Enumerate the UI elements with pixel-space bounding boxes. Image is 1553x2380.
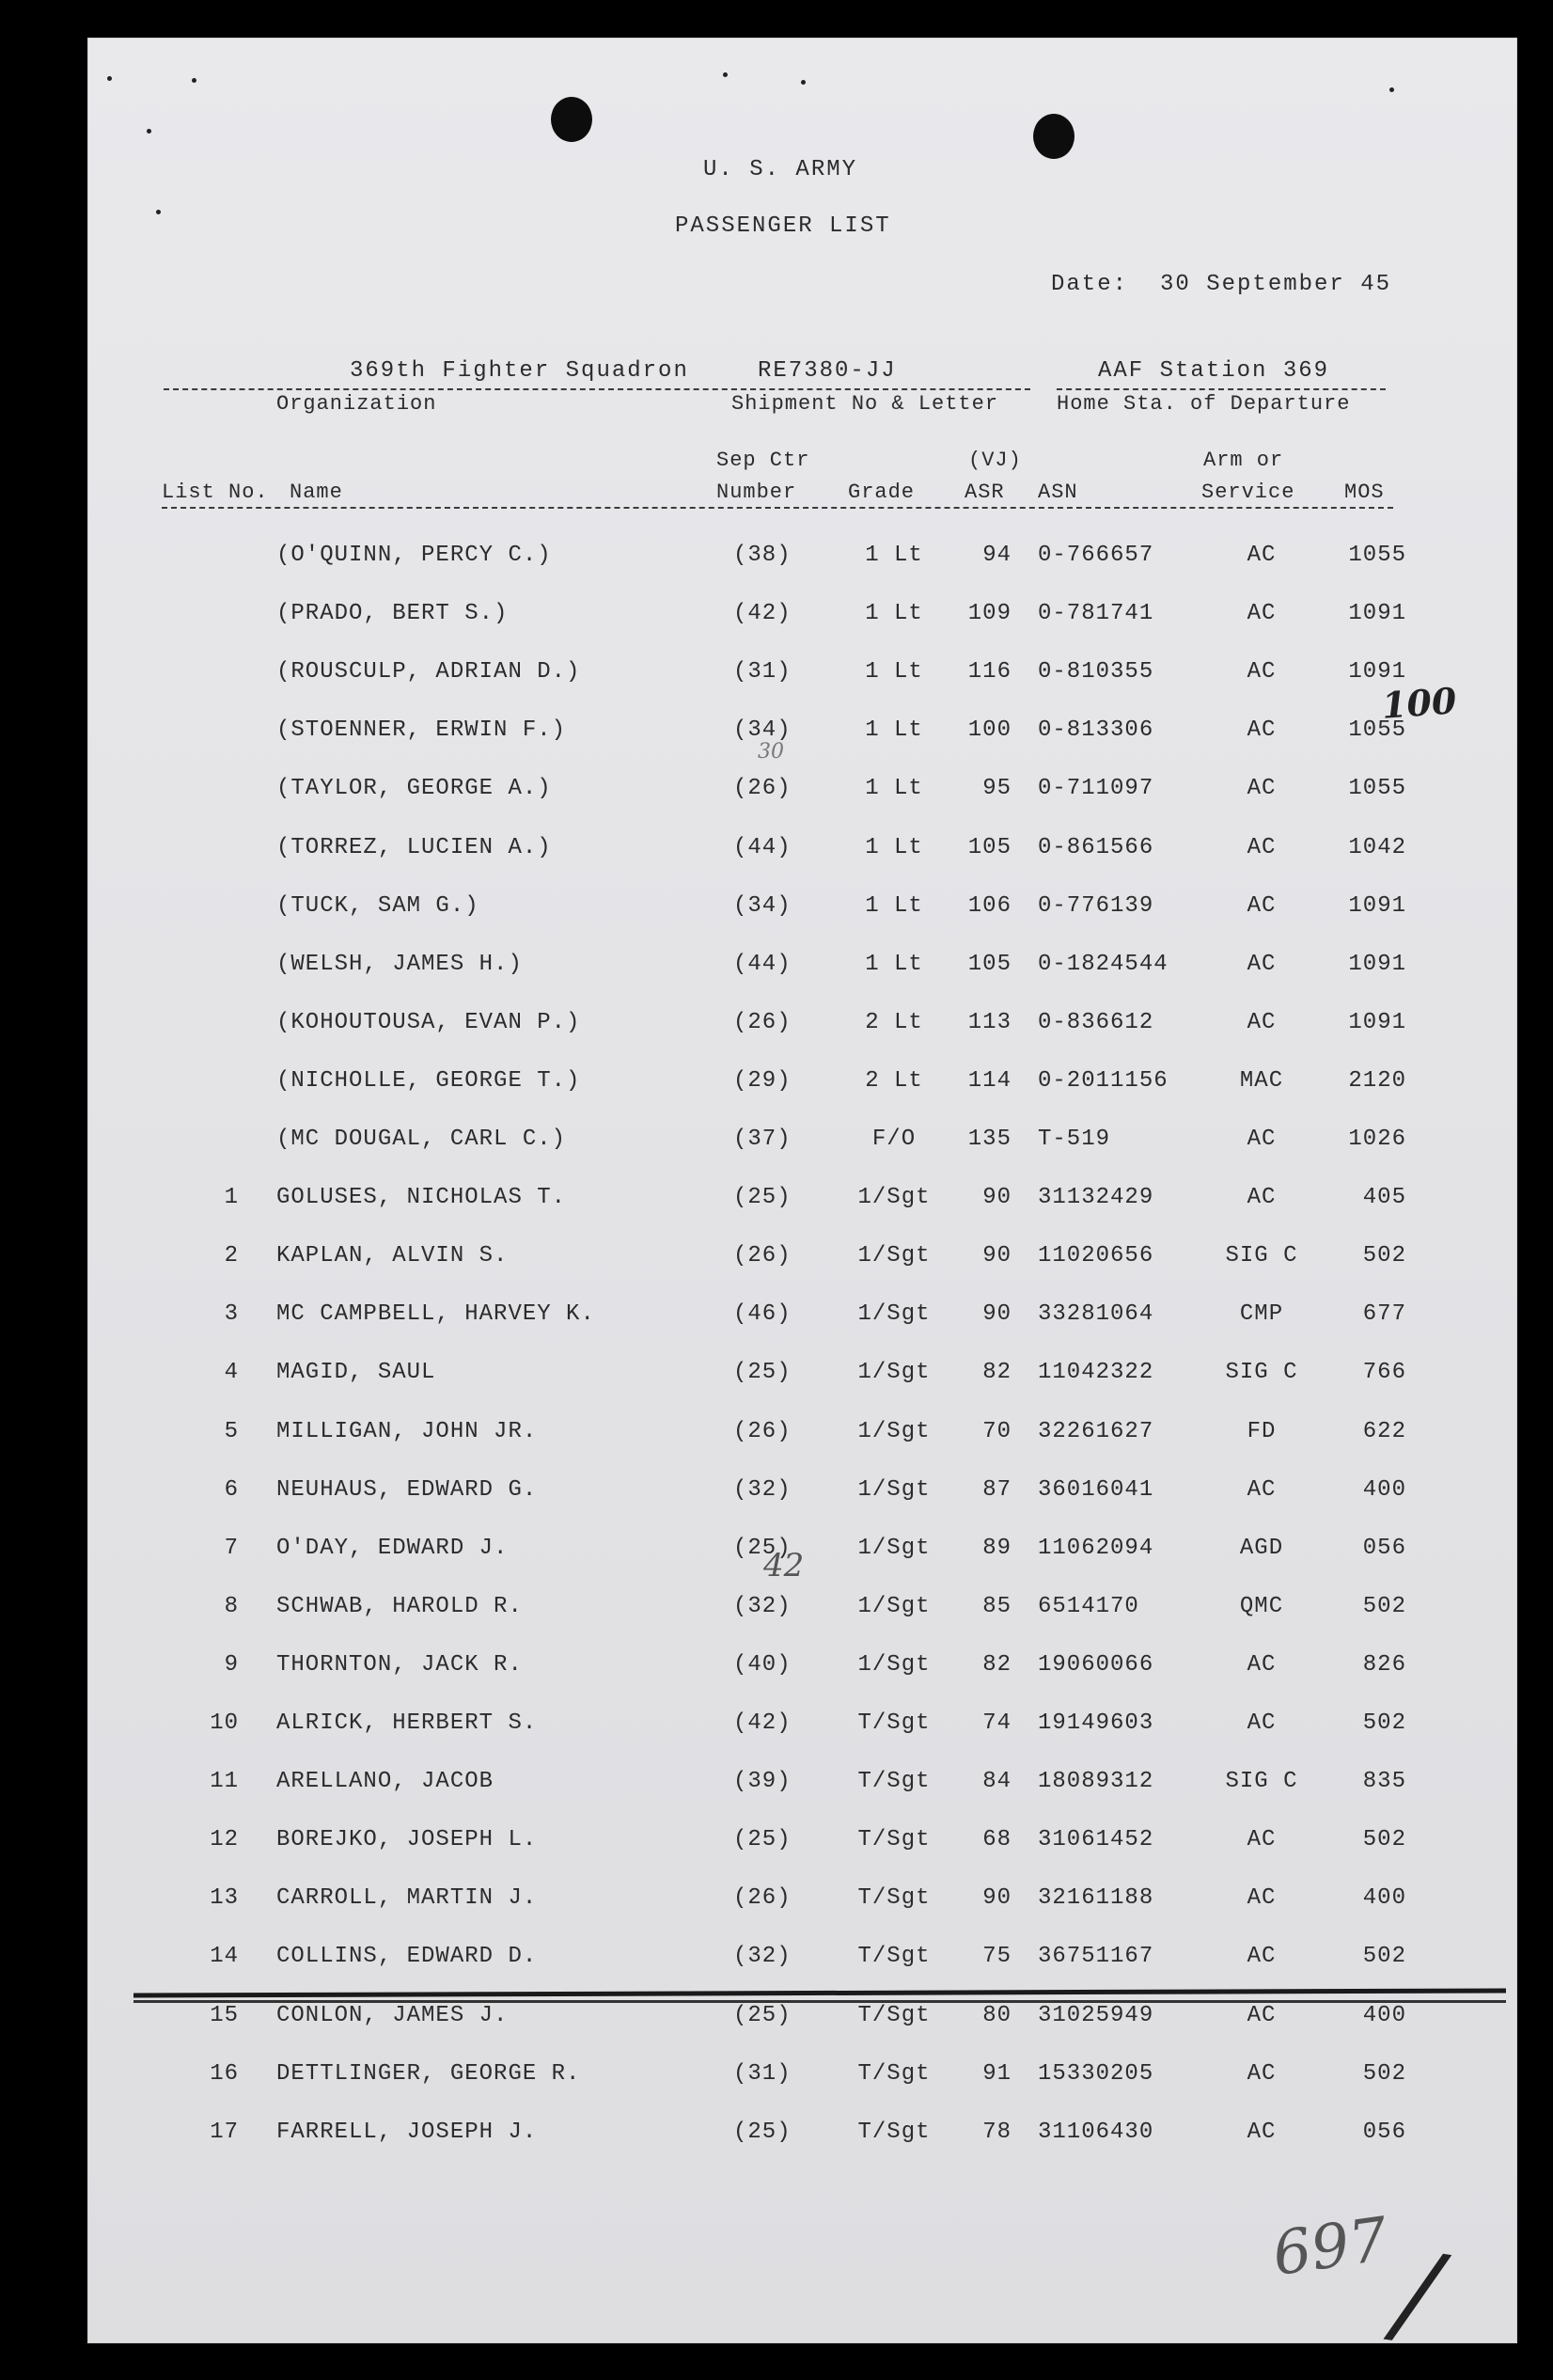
arm-service: MAC: [1239, 1068, 1284, 1094]
list-number: 6: [224, 1477, 239, 1503]
sep-ctr-number: (32): [733, 1594, 792, 1619]
asr: 95: [982, 776, 1012, 801]
grade: T/Sgt: [857, 1944, 931, 1969]
col-name: Name: [290, 481, 343, 504]
list-number: 17: [210, 2120, 239, 2145]
arm-service: AC: [1247, 1710, 1277, 1736]
col-asr-line2: ASR: [965, 481, 1005, 504]
mos: 405: [1362, 1185, 1406, 1210]
passenger-name: MAGID, SAUL: [276, 1360, 436, 1385]
sep-ctr-number: (25): [733, 2120, 792, 2145]
passenger-name: GOLUSES, NICHOLAS T.: [276, 1185, 567, 1210]
date-label: Date:: [1051, 272, 1129, 297]
passenger-name: ARELLANO, JACOB: [276, 1769, 494, 1794]
taylor-correction: 30: [758, 740, 784, 764]
speck: [147, 129, 151, 134]
sep-ctr-number: (31): [733, 659, 792, 685]
grade: 1 Lt: [865, 776, 923, 801]
sep-ctr-number: (32): [733, 1477, 792, 1503]
asr: 78: [982, 2120, 1012, 2145]
passenger-name: MC CAMPBELL, HARVEY K.: [276, 1301, 595, 1327]
arm-service: AC: [1247, 659, 1277, 685]
sep-ctr-number: (46): [733, 1301, 792, 1327]
passenger-name: NEUHAUS, EDWARD G.: [276, 1477, 538, 1503]
arm-service: AC: [1247, 835, 1277, 860]
shipment-label: Shipment No & Letter: [731, 392, 999, 416]
sep-ctr-number: (32): [733, 1944, 792, 1969]
passenger-name: DETTLINGER, GEORGE R.: [276, 2061, 581, 2087]
arm-service: AC: [1247, 2003, 1277, 2028]
list-number: 4: [224, 1360, 239, 1385]
army-heading: U. S. ARMY: [703, 157, 858, 182]
asr: 116: [967, 659, 1012, 685]
mos: 622: [1362, 1419, 1406, 1444]
arm-service: AC: [1247, 1944, 1277, 1969]
sep-ctr-number: (25): [733, 1827, 792, 1852]
sep-ctr-number: (25): [733, 1536, 792, 1561]
passenger-name: MILLIGAN, JOHN JR.: [276, 1419, 538, 1444]
passenger-name: (MC DOUGAL, CARL C.): [276, 1127, 567, 1152]
station-label: Home Sta. of Departure: [1057, 392, 1351, 416]
grade: T/Sgt: [857, 2120, 931, 2145]
sep-ctr-number: (38): [733, 543, 792, 568]
asn: 0-766657: [1038, 543, 1154, 568]
grade: 1 Lt: [865, 543, 923, 568]
arm-service: AC: [1247, 2061, 1277, 2087]
asr: 91: [982, 2061, 1012, 2087]
asr: 90: [982, 1185, 1012, 1210]
asr: 113: [967, 1010, 1012, 1035]
grade: 1/Sgt: [857, 1243, 931, 1269]
punch-hole-right: [1033, 114, 1075, 159]
list-number: 15: [210, 2003, 239, 2028]
asr: 82: [982, 1652, 1012, 1678]
mos: 056: [1362, 2120, 1406, 2145]
header-underline: [162, 507, 1393, 509]
grade: 2 Lt: [865, 1068, 923, 1094]
list-number: 2: [224, 1243, 239, 1269]
asn: 11020656: [1038, 1243, 1154, 1269]
arm-service: AC: [1247, 1127, 1277, 1152]
list-number: 10: [210, 1710, 239, 1736]
grade: T/Sgt: [857, 1710, 931, 1736]
sep-ctr-number: (25): [733, 1360, 792, 1385]
grade: 1/Sgt: [857, 1477, 931, 1503]
arm-service: AC: [1247, 1477, 1277, 1503]
list-number: 13: [210, 1885, 239, 1911]
speck: [1389, 87, 1394, 92]
grade: 2 Lt: [865, 1010, 923, 1035]
arm-service: SIG C: [1225, 1360, 1298, 1385]
asr: 100: [967, 717, 1012, 743]
asn: 36751167: [1038, 1944, 1154, 1969]
grade: 1/Sgt: [857, 1536, 931, 1561]
arm-service: AC: [1247, 601, 1277, 626]
organization-value: 369th Fighter Squadron: [350, 358, 689, 384]
mos: 502: [1362, 1944, 1406, 1969]
mos: 502: [1362, 1710, 1406, 1736]
asn: 32261627: [1038, 1419, 1154, 1444]
station-value: AAF Station 369: [1098, 358, 1330, 384]
grade: 1/Sgt: [857, 1419, 931, 1444]
asn: 31061452: [1038, 1827, 1154, 1852]
arm-service: AC: [1247, 1185, 1277, 1210]
grade: 1/Sgt: [857, 1594, 931, 1619]
asr: 70: [982, 1419, 1012, 1444]
sep-ctr-number: (25): [733, 1185, 792, 1210]
grade: 1/Sgt: [857, 1652, 931, 1678]
passenger-name: (PRADO, BERT S.): [276, 601, 509, 626]
list-number: 8: [224, 1594, 239, 1619]
sep-ctr-number: (26): [733, 1243, 792, 1269]
grade: T/Sgt: [857, 1769, 931, 1794]
asn: 0-1824544: [1038, 952, 1169, 977]
asr: 114: [967, 1068, 1012, 1094]
passenger-name: (TORREZ, LUCIEN A.): [276, 835, 552, 860]
organization-underline: [164, 388, 756, 390]
grade: 1 Lt: [865, 952, 923, 977]
grade: T/Sgt: [857, 2003, 931, 2028]
asn: 0-810355: [1038, 659, 1154, 685]
speck: [723, 72, 728, 77]
sep-ctr-number: (44): [733, 952, 792, 977]
shipment-value: RE7380-JJ: [758, 358, 897, 384]
passenger-name: SCHWAB, HAROLD R.: [276, 1594, 523, 1619]
list-number: 5: [224, 1419, 239, 1444]
arm-service: AC: [1247, 1827, 1277, 1852]
mos: 1055: [1348, 776, 1406, 801]
station-underline: [1057, 388, 1386, 390]
passenger-name: CARROLL, MARTIN J.: [276, 1885, 538, 1911]
list-title: PASSENGER LIST: [675, 213, 891, 239]
strike-through-line-2: [133, 2000, 1506, 2003]
arm-service: SIG C: [1225, 1769, 1298, 1794]
mos: 502: [1362, 2061, 1406, 2087]
col-arm-line2: Service: [1201, 481, 1295, 504]
asr: 105: [967, 952, 1012, 977]
passenger-name: CONLON, JAMES J.: [276, 2003, 509, 2028]
grade: T/Sgt: [857, 1827, 931, 1852]
asr: 135: [967, 1127, 1012, 1152]
asn: 0-813306: [1038, 717, 1154, 743]
asn: 0-2011156: [1038, 1068, 1169, 1094]
sep-ctr-number: (34): [733, 893, 792, 919]
mos: 766: [1362, 1360, 1406, 1385]
col-grade: Grade: [848, 481, 916, 504]
asr: 90: [982, 1243, 1012, 1269]
sep-ctr-number: (26): [733, 1010, 792, 1035]
passenger-name: THORNTON, JACK R.: [276, 1652, 523, 1678]
sep-ctr-number: (39): [733, 1769, 792, 1794]
speck: [156, 210, 161, 214]
sep-ctr-number: (31): [733, 2061, 792, 2087]
passenger-name: (O'QUINN, PERCY C.): [276, 543, 552, 568]
punch-hole-left: [551, 97, 592, 142]
col-sep-ctr-line1: Sep Ctr: [716, 449, 810, 472]
grade: 1 Lt: [865, 717, 923, 743]
passenger-name: O'DAY, EDWARD J.: [276, 1536, 509, 1561]
mos: 400: [1362, 1885, 1406, 1911]
asn: 19149603: [1038, 1710, 1154, 1736]
strike-through-line: [133, 1988, 1506, 1997]
asn: 0-781741: [1038, 601, 1154, 626]
mos: 400: [1362, 2003, 1406, 2028]
arm-service: AC: [1247, 543, 1277, 568]
grade: 1/Sgt: [857, 1301, 931, 1327]
grade: T/Sgt: [857, 1885, 931, 1911]
asr: 75: [982, 1944, 1012, 1969]
passenger-name: (NICHOLLE, GEORGE T.): [276, 1068, 581, 1094]
mos: 400: [1362, 1477, 1406, 1503]
arm-service: CMP: [1239, 1301, 1284, 1327]
mos: 056: [1362, 1536, 1406, 1561]
asn: 0-711097: [1038, 776, 1154, 801]
asn: 31132429: [1038, 1185, 1154, 1210]
date-value: 30 September 45: [1160, 272, 1392, 297]
asn: 0-861566: [1038, 835, 1154, 860]
passenger-name: KAPLAN, ALVIN S.: [276, 1243, 509, 1269]
list-number: 12: [210, 1827, 239, 1852]
page-number: 697: [1268, 2204, 1392, 2291]
sep-ctr-number: (34): [733, 717, 792, 743]
passenger-name: ALRICK, HERBERT S.: [276, 1710, 538, 1736]
passenger-name: FARRELL, JOSEPH J.: [276, 2120, 538, 2145]
asr: 85: [982, 1594, 1012, 1619]
sep-ctr-number: (40): [733, 1652, 792, 1678]
arm-service: AC: [1247, 952, 1277, 977]
arm-service: AGD: [1239, 1536, 1284, 1561]
mos: 1055: [1348, 717, 1406, 743]
col-list-no: List No.: [162, 481, 269, 504]
list-number: 1: [224, 1185, 239, 1210]
col-asr-line1: (VJ): [968, 449, 1022, 472]
arm-service: AC: [1247, 1010, 1277, 1035]
asr: 90: [982, 1301, 1012, 1327]
margin-number: 100: [1380, 679, 1458, 727]
asn: 31025949: [1038, 2003, 1154, 2028]
list-number: 9: [224, 1652, 239, 1678]
asn: 0-776139: [1038, 893, 1154, 919]
sep-ctr-number: (44): [733, 835, 792, 860]
sep-ctr-number: (42): [733, 1710, 792, 1736]
asn: 36016041: [1038, 1477, 1154, 1503]
pen-stroke: /: [1389, 2227, 1446, 2363]
asr: 68: [982, 1827, 1012, 1852]
mos: 1091: [1348, 659, 1406, 685]
arm-service: AC: [1247, 1652, 1277, 1678]
asn: 0-836612: [1038, 1010, 1154, 1035]
passenger-name: (TAYLOR, GEORGE A.): [276, 776, 552, 801]
list-number: 7: [224, 1536, 239, 1561]
asr: 105: [967, 835, 1012, 860]
passenger-name: (TUCK, SAM G.): [276, 893, 479, 919]
passenger-name: BOREJKO, JOSEPH L.: [276, 1827, 538, 1852]
passenger-name: (WELSH, JAMES H.): [276, 952, 523, 977]
mos: 1055: [1348, 543, 1406, 568]
grade: 1 Lt: [865, 601, 923, 626]
speck: [107, 76, 112, 81]
grade: T/Sgt: [857, 2061, 931, 2087]
shipment-underline: [731, 388, 1030, 390]
sep-ctr-number: (29): [733, 1068, 792, 1094]
arm-service: FD: [1247, 1419, 1277, 1444]
asn: 31106430: [1038, 2120, 1154, 2145]
asn: 32161188: [1038, 1885, 1154, 1911]
list-number: 14: [210, 1944, 239, 1969]
sep-ctr-number: (42): [733, 601, 792, 626]
arm-service: AC: [1247, 1885, 1277, 1911]
mos: 826: [1362, 1652, 1406, 1678]
asn: 15330205: [1038, 2061, 1154, 2087]
arm-service: SIG C: [1225, 1243, 1298, 1269]
sep-ctr-number: (26): [733, 1419, 792, 1444]
asr: 80: [982, 2003, 1012, 2028]
asn: T-519: [1038, 1127, 1111, 1152]
arm-service: AC: [1247, 717, 1277, 743]
asr: 74: [982, 1710, 1012, 1736]
asr: 94: [982, 543, 1012, 568]
passenger-name: COLLINS, EDWARD D.: [276, 1944, 538, 1969]
col-mos: MOS: [1344, 481, 1385, 504]
arm-service: AC: [1247, 893, 1277, 919]
asr: 87: [982, 1477, 1012, 1503]
arm-service: AC: [1247, 776, 1277, 801]
asn: 33281064: [1038, 1301, 1154, 1327]
mos: 1091: [1348, 601, 1406, 626]
grade: 1 Lt: [865, 659, 923, 685]
schwab-correction: 42: [763, 1547, 805, 1584]
speck: [192, 78, 196, 83]
asr: 109: [967, 601, 1012, 626]
sep-ctr-number: (26): [733, 776, 792, 801]
asr: 106: [967, 893, 1012, 919]
grade: 1/Sgt: [857, 1185, 931, 1210]
col-asn: ASN: [1038, 481, 1078, 504]
passenger-name: (ROUSCULP, ADRIAN D.): [276, 659, 581, 685]
asn: 18089312: [1038, 1769, 1154, 1794]
arm-service: QMC: [1239, 1594, 1284, 1619]
asn: 6514170: [1038, 1594, 1139, 1619]
mos: 502: [1362, 1827, 1406, 1852]
mos: 835: [1362, 1769, 1406, 1794]
sep-ctr-number: (37): [733, 1127, 792, 1152]
mos: 1026: [1348, 1127, 1406, 1152]
grade: 1 Lt: [865, 893, 923, 919]
col-arm-line1: Arm or: [1203, 449, 1284, 472]
grade: 1/Sgt: [857, 1360, 931, 1385]
col-sep-ctr-line2: Number: [716, 481, 797, 504]
asn: 11042322: [1038, 1360, 1154, 1385]
sep-ctr-number: (25): [733, 2003, 792, 2028]
asr: 90: [982, 1885, 1012, 1911]
passenger-name: (STOENNER, ERWIN F.): [276, 717, 567, 743]
mos: 1091: [1348, 952, 1406, 977]
sep-ctr-number: (26): [733, 1885, 792, 1911]
grade: F/O: [871, 1127, 917, 1152]
mos: 1091: [1348, 1010, 1406, 1035]
speck: [801, 80, 806, 85]
asn: 19060066: [1038, 1652, 1154, 1678]
passenger-list-sheet: [87, 38, 1517, 2363]
list-number: 16: [210, 2061, 239, 2087]
organization-label: Organization: [276, 392, 437, 416]
list-number: 11: [210, 1769, 239, 1794]
asr: 89: [982, 1536, 1012, 1561]
asn: 11062094: [1038, 1536, 1154, 1561]
mos: 1091: [1348, 893, 1406, 919]
mos: 502: [1362, 1243, 1406, 1269]
list-number: 3: [224, 1301, 239, 1327]
mos: 677: [1362, 1301, 1406, 1327]
asr: 84: [982, 1769, 1012, 1794]
passenger-name: (KOHOUTOUSA, EVAN P.): [276, 1010, 581, 1035]
grade: 1 Lt: [865, 835, 923, 860]
mos: 502: [1362, 1594, 1406, 1619]
mos: 1042: [1348, 835, 1406, 860]
arm-service: AC: [1247, 2120, 1277, 2145]
mos: 2120: [1348, 1068, 1406, 1094]
asr: 82: [982, 1360, 1012, 1385]
